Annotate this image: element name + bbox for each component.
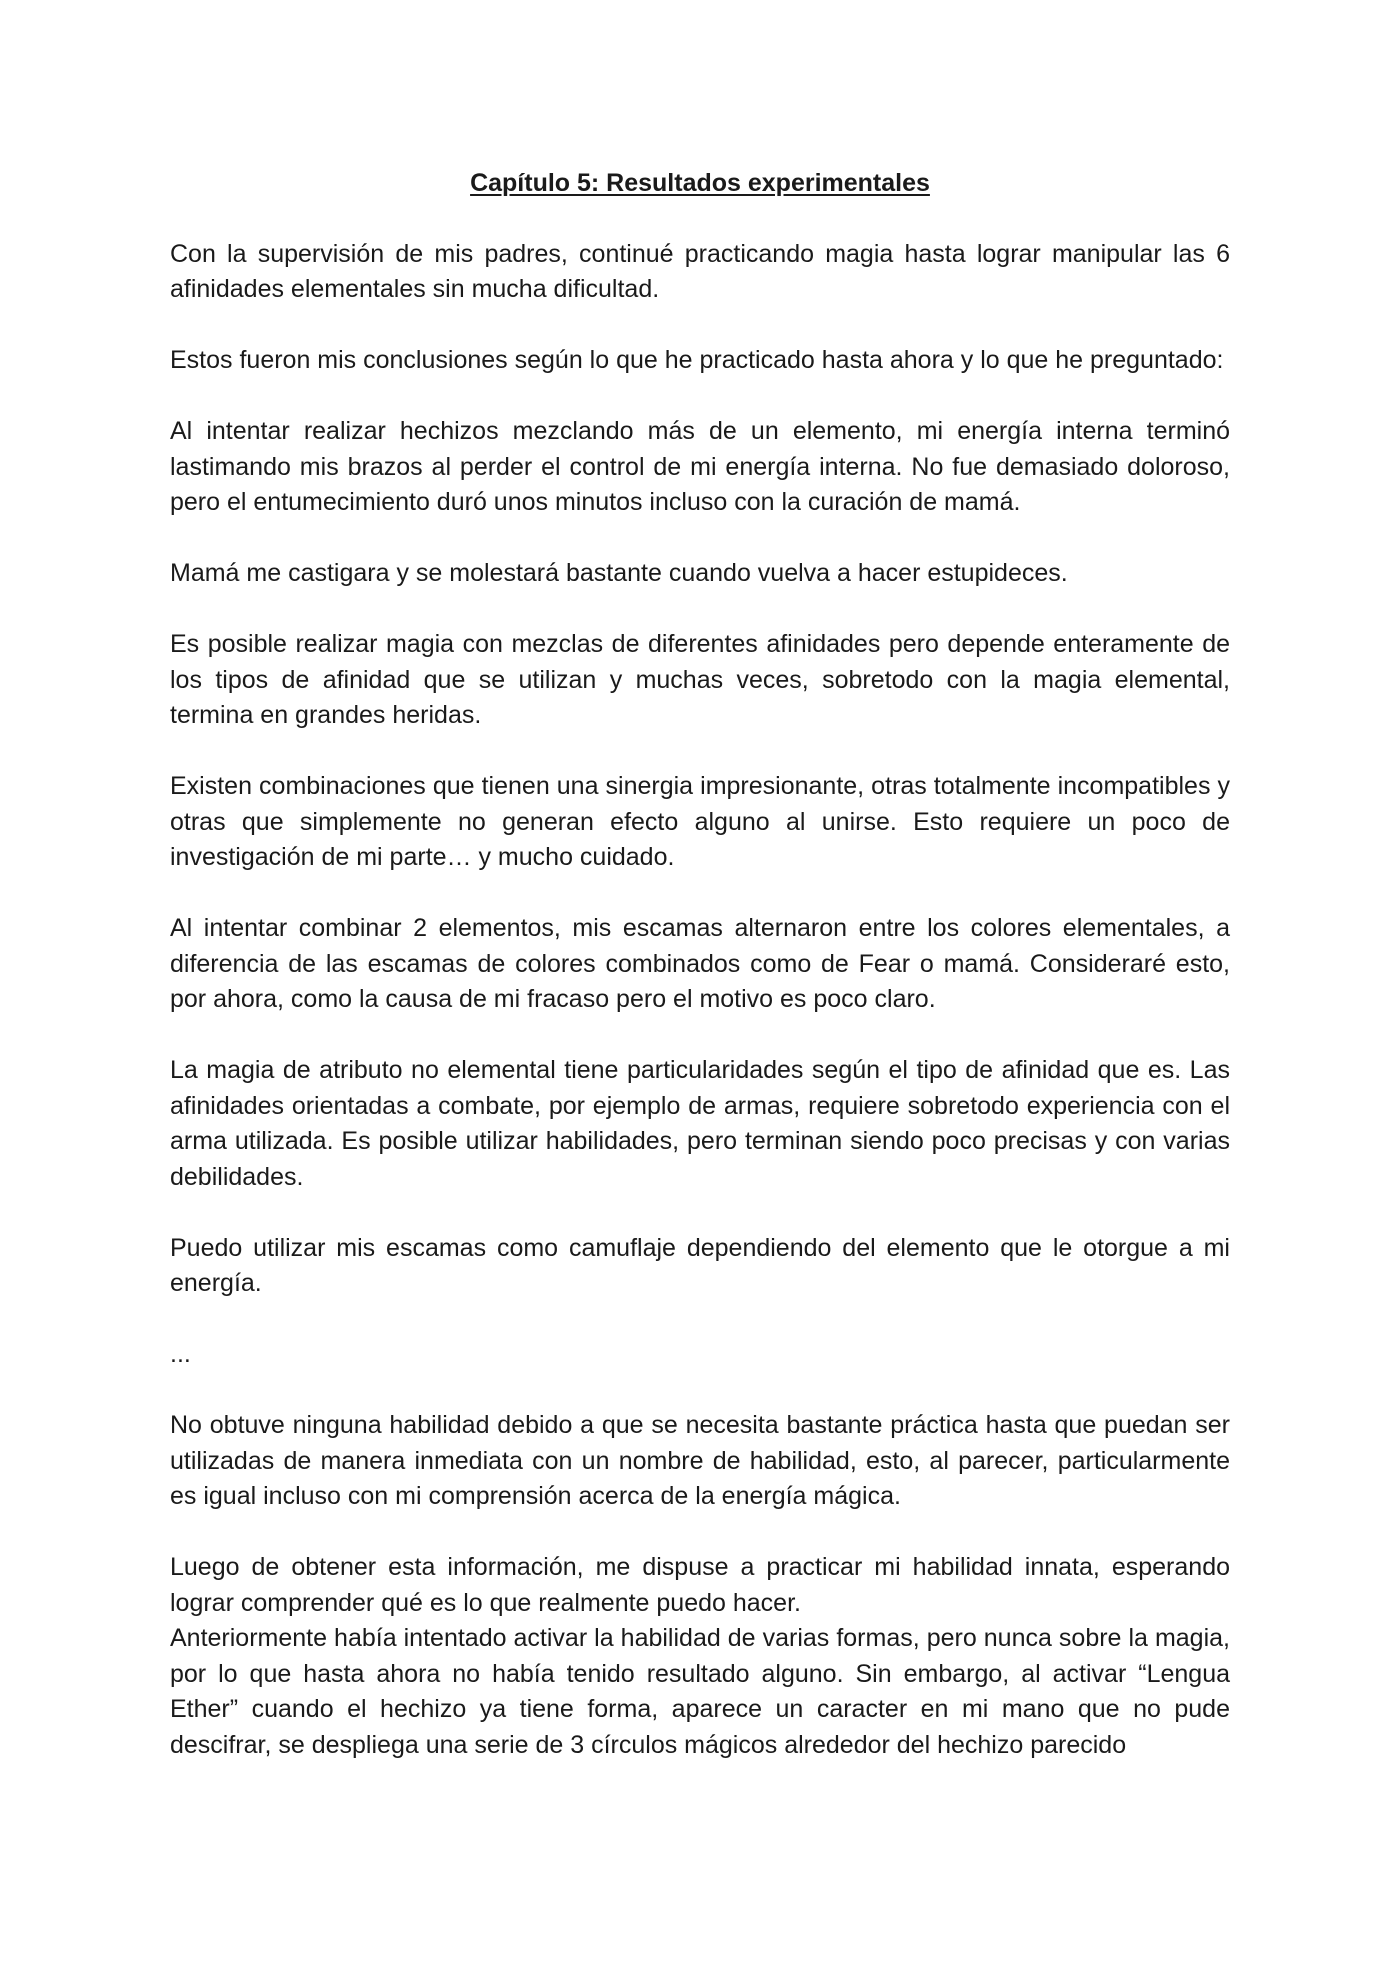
paragraph: Al intentar realizar hechizos mezclando más de un elemento, mi energía interna terminó lastimando mis brazos al perder el control de mi energía interna. No fue demasiado doloroso, pero el entumecimiento duró unos minutos incluso con la curación de mamá. — [170, 417, 1230, 516]
paragraph: Anteriormente había intentado activar la habilidad de varias formas, pero nunca sobre la magia, por lo que hasta ahora no había tenido resultado alguno. Sin embargo, al activar “Lengua Ether” cuando el hechizo ya tiene forma, aparece un caracter en mi mano que no pude descifrar, se despliega una serie de 3 círculos mágicos alrededor del hechizo parecido — [170, 1624, 1230, 1759]
document-body — [170, 166, 1230, 1763]
paragraph: Mamá me castigara y se molestará bastante cuando vuelva a hacer estupideces. — [170, 559, 1068, 587]
paragraph: No obtuve ninguna habilidad debido a que se necesita bastante práctica hasta que puedan ser utilizadas de manera inmediata con un nombre de habilidad, esto, al parecer, particularmente es igual incluso con mi comprensión acerca de la energía mágica. — [170, 1411, 1230, 1510]
section-separator: ... — [170, 1340, 191, 1368]
paragraph: Con la supervisión de mis padres, continué practicando magia hasta lograr manipular las 6 afinidades elementales sin mucha dificultad. — [170, 239, 1230, 303]
paragraph: Existen combinaciones que tienen una sinergia impresionante, otras totalmente incompatibles y otras que simplemente no generan efecto alguno al unirse. Esto requiere un poco de investigación de mi parte… y mucho cuidado. — [170, 772, 1230, 871]
paragraph: Luego de obtener esta información, me dispuse a practicar mi habilidad innata, esperando lograr comprender qué es lo que realmente puedo hacer. — [170, 1553, 1230, 1617]
paragraph: La magia de atributo no elemental tiene particularidades según el tipo de afinidad que es. Las afinidades orientadas a combate, por ejemplo de armas, requiere sobretodo experiencia con el arma utilizada. Es posible utilizar habilidades, pero terminan siendo poco precisas y con varias debilidades. — [170, 1056, 1230, 1191]
paragraph: Al intentar combinar 2 elementos, mis escamas alternaron entre los colores elementales, a diferencia de las escamas de colores combinados como de Fear o mamá. Consideraré esto, por ahora, como la causa de mi fracaso pero el motivo es poco claro. — [170, 914, 1230, 1013]
paragraph: Puedo utilizar mis escamas como camuflaje dependiendo del elemento que le otorgue a mi energía. — [170, 1233, 1230, 1297]
paragraph: Estos fueron mis conclusiones según lo que he practicado hasta ahora y lo que he preguntado: — [170, 346, 1224, 374]
paragraph: Es posible realizar magia con mezclas de diferentes afinidades pero depende enteramente de los tipos de afinidad que se utilizan y muchas veces, sobretodo con la magia elemental, termina en grandes heridas. — [170, 630, 1230, 729]
chapter-title: Capítulo 5: Resultados experimentales — [470, 169, 930, 197]
